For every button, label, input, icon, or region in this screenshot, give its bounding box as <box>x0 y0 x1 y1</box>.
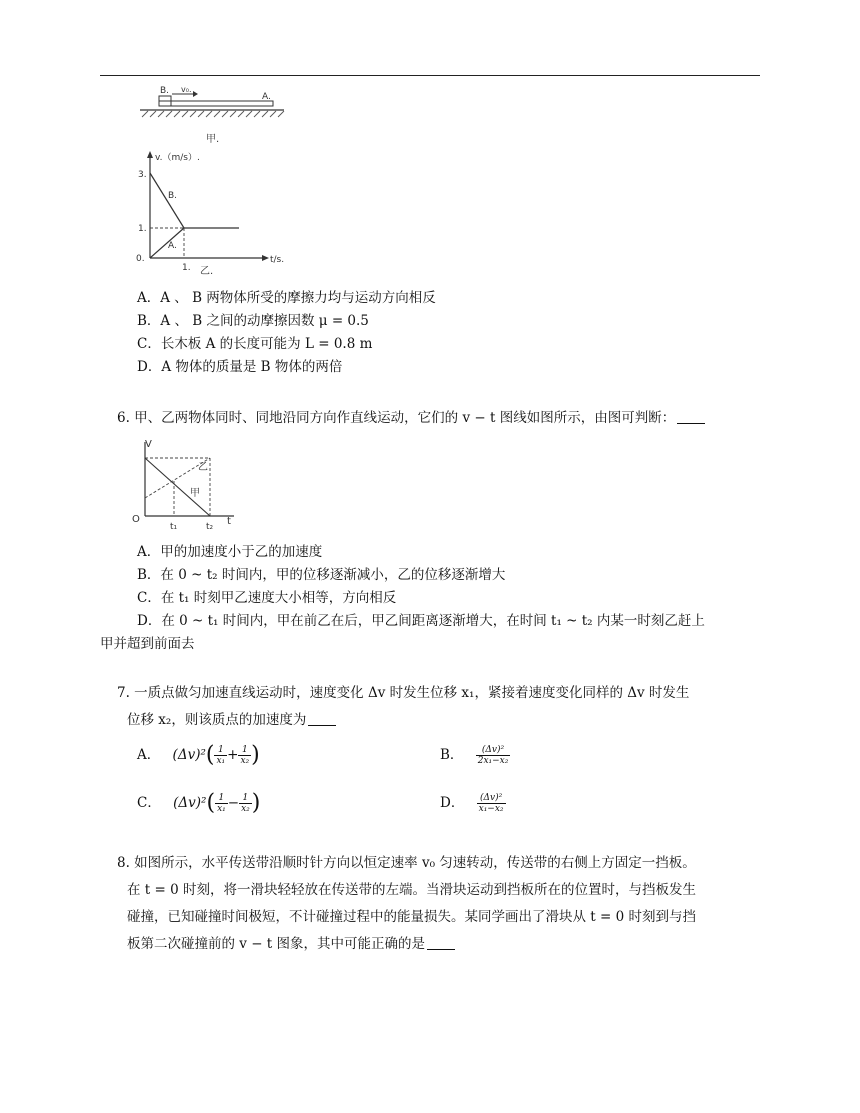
q7-stem-2 <box>127 710 336 730</box>
frac-den: x₂ <box>240 756 250 766</box>
option-prefix: (Δv)² <box>172 747 206 763</box>
option-letter: D． <box>137 613 162 629</box>
option-prefix: (Δv)² <box>173 795 207 811</box>
paren-close: ) <box>251 790 261 816</box>
header-rule <box>100 75 760 76</box>
q6-stem-text: 6. 甲、乙两物体同时、同地沿同方向作直线运动，它们的 v − t 图线如图所示，由图可判断： <box>117 410 676 426</box>
answer-blank <box>427 935 455 950</box>
q5-option-b <box>137 311 369 331</box>
origin-label: 0. <box>136 254 145 264</box>
label-a: A. <box>168 241 177 251</box>
frac-num: (Δv)² <box>477 793 506 804</box>
q6-option-d <box>137 611 705 631</box>
label-a: A. <box>262 92 271 102</box>
axis-v-label: v.（m/s）. <box>155 153 200 163</box>
tick-x1: 1. <box>182 263 191 273</box>
q7-stem-1 <box>117 683 689 703</box>
answer-blank <box>677 409 705 424</box>
fraction <box>477 793 506 814</box>
label-b: B. <box>168 191 178 201</box>
q8-line-3 <box>127 907 696 927</box>
option-text: A 、 B 之间的动摩擦因数 μ = 0.5 <box>160 313 369 329</box>
q8-text: 在 t = 0 时刻，将一滑块轻轻放在传送带的左端。当滑块运动到挡板所在的位置时，与挡板发生 <box>127 882 696 898</box>
operator: − <box>227 795 240 811</box>
fraction <box>215 793 228 814</box>
option-text: 长木板 A 的长度可能为 L = 0.8 m <box>160 336 373 352</box>
answer-blank <box>308 711 336 726</box>
paren-close: ) <box>251 742 260 768</box>
q8-line-4 <box>127 934 455 954</box>
option-letter: A． <box>137 544 161 560</box>
tick-y1: 1. <box>138 224 147 234</box>
option-text: 甲的加速度小于乙的加速度 <box>160 544 323 560</box>
axis-t: t <box>227 516 231 527</box>
q5-option-d <box>137 357 342 377</box>
frac-num: 1 <box>215 793 228 804</box>
q6-option-a <box>137 542 322 562</box>
q8-line-1 <box>117 853 696 873</box>
option-text: A 物体的质量是 B 物体的两倍 <box>161 359 343 375</box>
operator: + <box>227 747 239 763</box>
option-letter: C． <box>137 795 161 811</box>
frac-den: x₁−x₂ <box>478 804 504 814</box>
label-yi: 乙 <box>198 462 208 473</box>
line-a <box>150 228 184 258</box>
q6-option-d-cont <box>100 634 195 654</box>
q6-stem <box>117 408 705 428</box>
option-letter: D． <box>137 359 162 375</box>
q7-stem-text: 位移 x₂，则该质点的加速度为 <box>127 712 307 728</box>
line-b <box>150 173 184 228</box>
q5-figure-jia <box>138 84 288 150</box>
q6-option-b <box>137 565 505 585</box>
frac-den: x₂ <box>241 804 250 814</box>
option-letter: B． <box>137 567 161 583</box>
q8-text: 8. 如图所示，水平传送带沿顺时针方向以恒定速率 v₀ 匀速转动，传送带的右侧上方固定一挡板。 <box>117 855 696 871</box>
caption-jia: 甲. <box>206 134 220 145</box>
option-letter: B． <box>440 747 464 763</box>
q8-line-2 <box>127 880 696 900</box>
fraction <box>476 745 511 766</box>
tick-t1: t₁ <box>170 522 178 532</box>
option-text: 在 0 ~ t₂ 时间内，甲的位移逐渐减小，乙的位移逐渐增大 <box>160 567 506 583</box>
caption-yi: 乙. <box>200 266 214 277</box>
paren-open: ( <box>205 742 215 768</box>
frac-num: 1 <box>239 793 252 804</box>
frac-num: 1 <box>238 745 251 756</box>
q5-option-c <box>137 334 372 354</box>
q7-option-c <box>137 790 260 817</box>
q6-figure <box>130 436 245 532</box>
option-letter: C． <box>137 590 161 606</box>
fraction <box>239 793 252 814</box>
option-text: 在 0 ~ t₁ 时间内，甲在前乙在后，甲乙间距离逐渐增大，在时间 t₁ ~ t₂ 内某一时刻乙赶上 <box>161 613 705 629</box>
label-jia: 甲 <box>190 488 200 499</box>
option-letter: C． <box>137 336 161 352</box>
q7-option-b <box>440 742 510 768</box>
label-b: B. <box>160 86 170 96</box>
q7-option-a <box>137 742 260 769</box>
tick-y3: 3. <box>138 170 147 180</box>
paren-open: ( <box>206 790 216 816</box>
option-text: 甲并超到前面去 <box>100 636 195 652</box>
q8-text: 碰撞，已知碰撞时间极短，不计碰撞过程中的能量损失。某同学画出了滑块从 t = 0 时刻到与挡 <box>127 909 696 925</box>
q8-text: 板第二次碰撞前的 v − t 图象，其中可能正确的是 <box>127 936 426 952</box>
frac-den: 2x₁−x₂ <box>477 756 509 766</box>
q5-figure-yi <box>134 148 294 278</box>
label-v0: v₀. <box>181 85 192 94</box>
q5-option-a <box>137 288 436 308</box>
frac-den: x₁ <box>217 804 226 814</box>
q7-option-d <box>440 790 506 816</box>
board-a <box>159 101 273 106</box>
option-letter: A． <box>137 747 161 763</box>
axis-t-label: t/s. <box>270 255 285 265</box>
frac-num: 1 <box>214 745 227 756</box>
tick-t2: t₂ <box>206 522 214 532</box>
origin: O <box>132 514 140 525</box>
option-text: 在 t₁ 时刻甲乙速度大小相等，方向相反 <box>160 590 397 606</box>
fraction <box>214 745 227 766</box>
option-letter: A． <box>137 290 161 306</box>
q7-stem-text: 7. 一质点做匀加速直线运动时，速度变化 Δv 时发生位移 x₁，紧接着速度变化同样的 Δv 时发生 <box>117 685 690 701</box>
axis-v: V <box>145 439 152 450</box>
fraction <box>238 745 251 766</box>
option-text: A 、 B 两物体所受的摩擦力均与运动方向相反 <box>160 290 436 306</box>
frac-num: (Δv)² <box>476 745 511 756</box>
option-letter: D． <box>440 795 465 811</box>
q6-option-c <box>137 588 396 608</box>
option-letter: B． <box>137 313 161 329</box>
frac-den: x₁ <box>216 756 226 766</box>
